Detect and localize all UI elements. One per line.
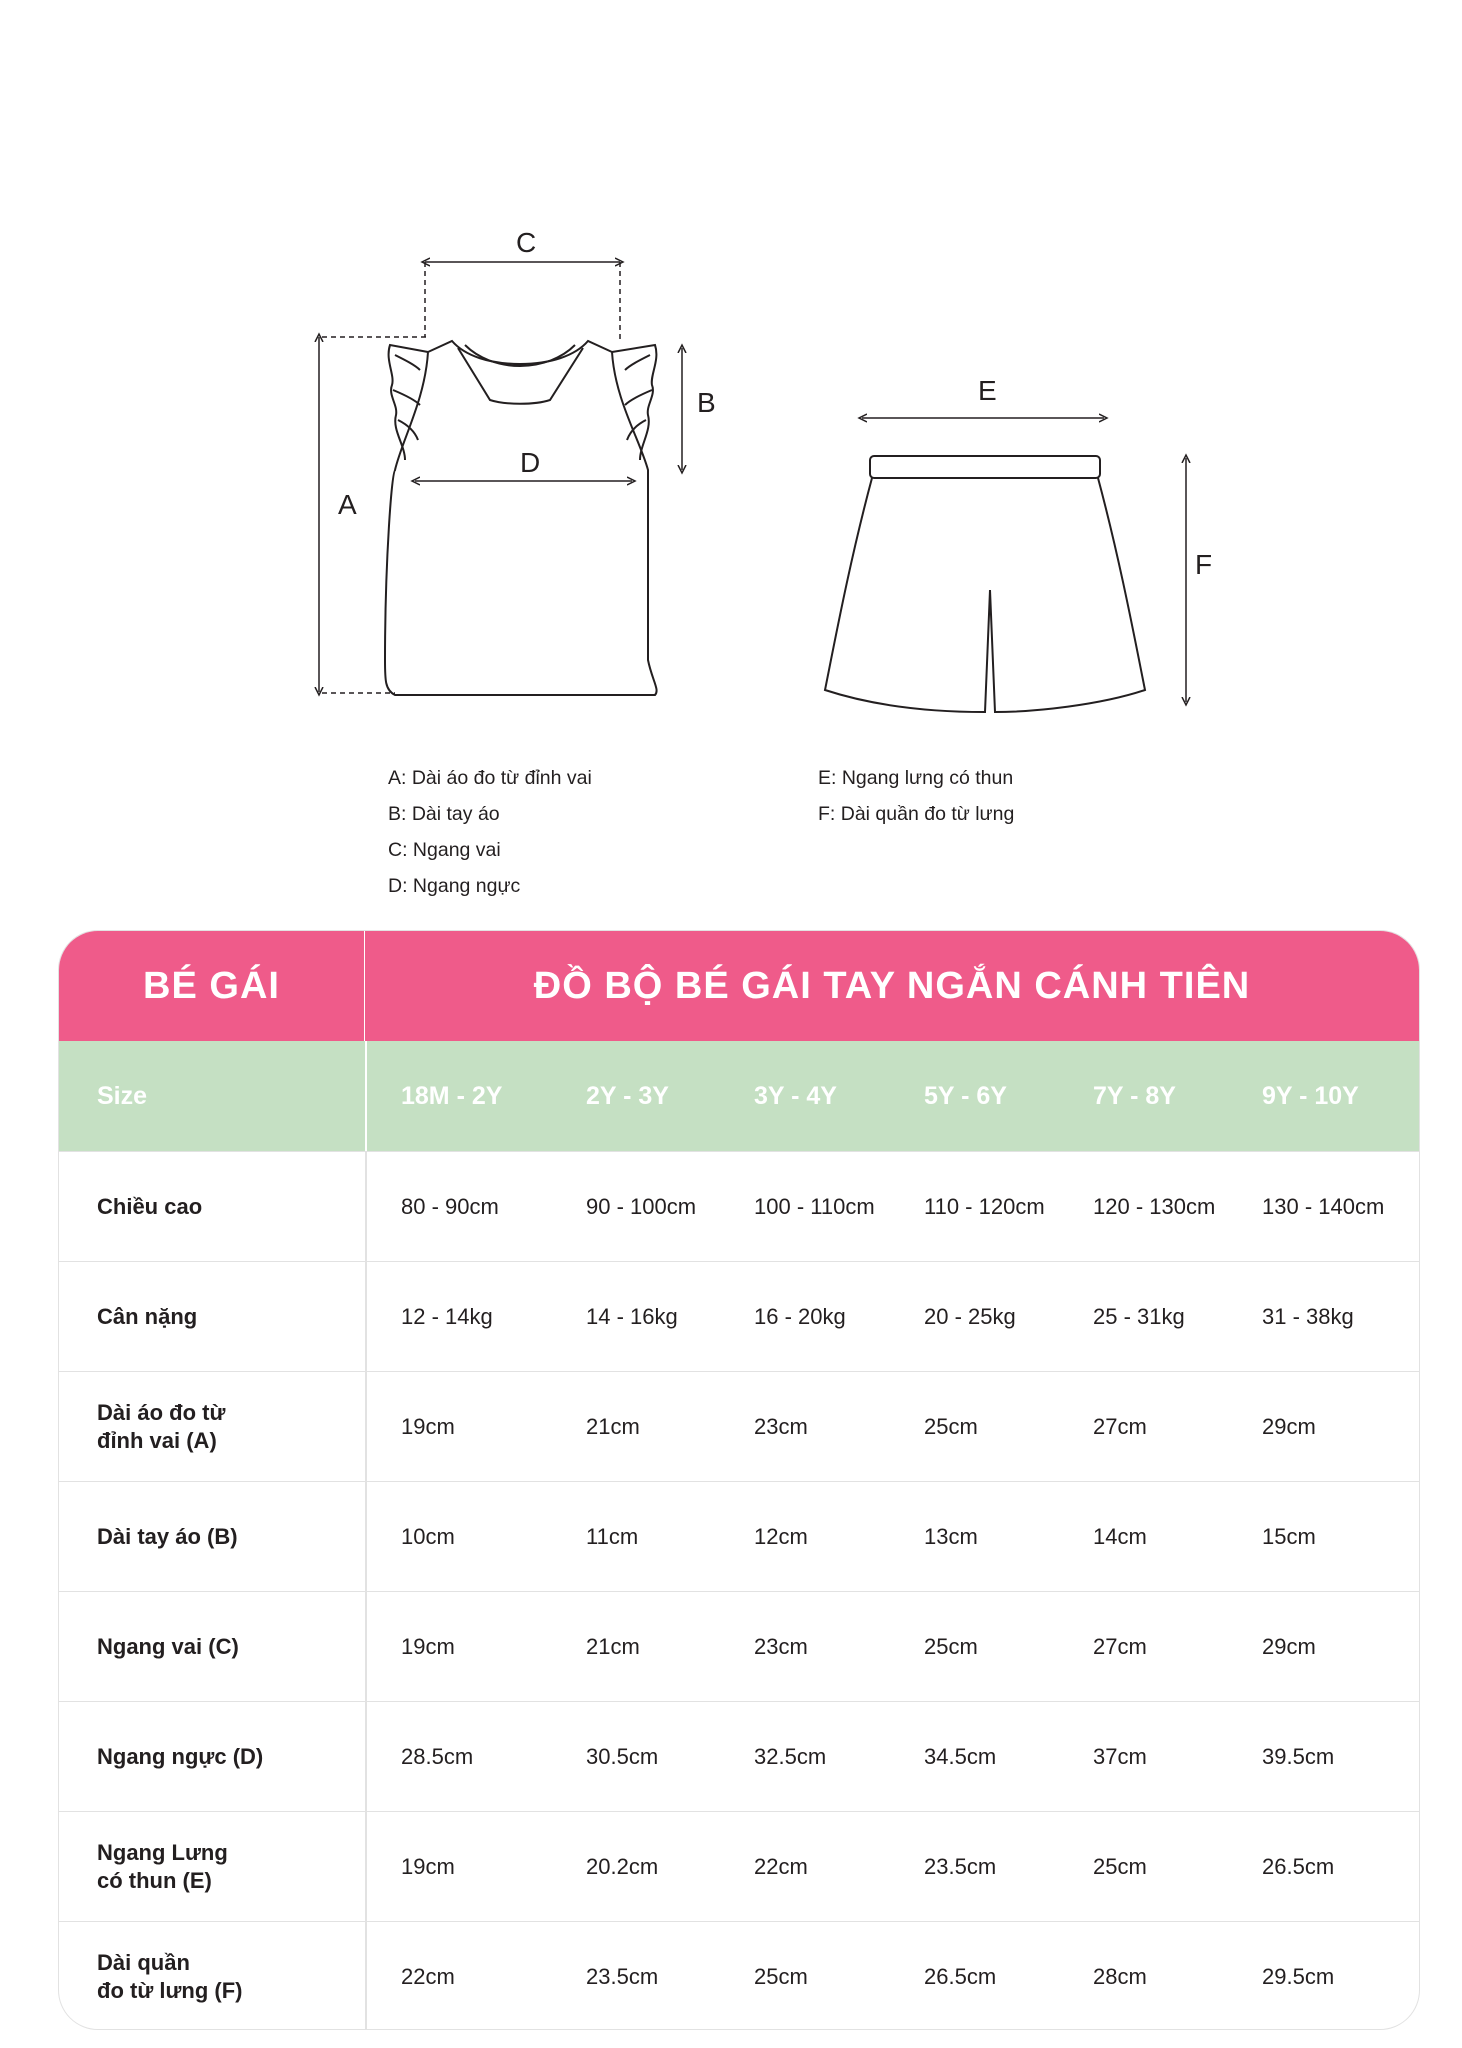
shorts-outline	[825, 456, 1145, 712]
table-row	[59, 1151, 1419, 1261]
table-cell: 14 - 16kg	[586, 1304, 678, 1329]
legend-item-b: B: Dài tay áo	[388, 803, 500, 825]
top-measure-lines	[319, 262, 682, 693]
table-cell: 23.5cm	[586, 1964, 659, 1989]
legend-item-d: D: Ngang ngực	[388, 875, 521, 897]
table-cell: 21cm	[586, 1634, 640, 1659]
row-label: Cân nặng	[97, 1304, 198, 1329]
table-row	[59, 1921, 1419, 2030]
size-label: Size	[97, 1081, 148, 1110]
table-row	[59, 1591, 1419, 1701]
table-cell: 27cm	[1093, 1414, 1147, 1439]
table-row	[59, 1701, 1419, 1811]
garment-illustration	[0, 0, 1462, 920]
table-cell: 20.2cm	[586, 1854, 659, 1879]
table-cell: 23.5cm	[924, 1854, 997, 1879]
table-cell: 32.5cm	[754, 1744, 827, 1769]
column-divider	[365, 1262, 367, 1372]
table-cell: 80 - 90cm	[401, 1194, 499, 1219]
table-row	[59, 1371, 1419, 1481]
table-cell: 19cm	[401, 1414, 455, 1439]
table-cell: 10cm	[401, 1524, 455, 1549]
table-cell: 11cm	[586, 1524, 639, 1549]
table-cell: 34.5cm	[924, 1744, 997, 1769]
legend-item-f: F: Dài quần đo từ lưng	[818, 803, 1015, 825]
column-divider	[365, 1922, 367, 2030]
table-cell: 25cm	[924, 1414, 978, 1439]
size-col-2: 2Y - 3Y	[586, 1081, 669, 1110]
legend-item-c: C: Ngang vai	[388, 839, 501, 861]
table-cell: 100 - 110cm	[754, 1194, 875, 1219]
row-label: Chiều cao	[97, 1194, 203, 1219]
category-title: BÉ GÁI	[143, 964, 280, 1007]
table-cell: 26.5cm	[924, 1964, 997, 1989]
table-cell: 23cm	[754, 1634, 808, 1659]
size-col-1: 18M - 2Y	[401, 1081, 503, 1110]
column-divider	[365, 1372, 367, 1482]
size-chart-table	[58, 930, 1420, 2030]
table-header	[59, 931, 1419, 1041]
table-cell: 39.5cm	[1262, 1744, 1335, 1769]
table-cell: 22cm	[754, 1854, 808, 1879]
table-cell: 25 - 31kg	[1093, 1304, 1185, 1329]
size-col-4: 5Y - 6Y	[924, 1081, 1007, 1110]
label-d: D	[520, 447, 541, 478]
size-col-3: 3Y - 4Y	[754, 1081, 837, 1110]
row-label: Ngang ngực (D)	[97, 1744, 264, 1769]
column-divider	[365, 1041, 367, 1151]
table-cell: 120 - 130cm	[1093, 1194, 1216, 1219]
table-cell: 90 - 100cm	[586, 1194, 697, 1219]
label-b: B	[697, 387, 716, 418]
table-cell: 22cm	[401, 1964, 455, 1989]
table-cell: 16 - 20kg	[754, 1304, 846, 1329]
table-cell: 29cm	[1262, 1414, 1316, 1439]
table-cell: 15cm	[1262, 1524, 1316, 1549]
label-a: A	[338, 489, 357, 520]
legend-item-e: E: Ngang lưng có thun	[818, 767, 1014, 789]
size-col-6: 9Y - 10Y	[1262, 1081, 1359, 1110]
column-divider	[365, 1592, 367, 1702]
label-e: E	[978, 375, 997, 406]
column-divider	[365, 1702, 367, 1812]
label-f: F	[1195, 549, 1213, 580]
table-cell: 25cm	[924, 1634, 978, 1659]
table-cell: 31 - 38kg	[1262, 1304, 1354, 1329]
table-cell: 19cm	[401, 1634, 455, 1659]
table-cell: 20 - 25kg	[924, 1304, 1016, 1329]
legend-top	[388, 760, 592, 904]
row-label: Dài tay áo (B)	[97, 1524, 238, 1549]
table-cell: 13cm	[924, 1524, 978, 1549]
row-label: Dài áo đo từ đỉnh vai (A)	[97, 1400, 226, 1453]
product-title: ĐỒ BỘ BÉ GÁI TAY NGẮN CÁNH TIÊN	[533, 964, 1251, 1007]
category-cell	[59, 931, 365, 1041]
table-cell: 29cm	[1262, 1634, 1316, 1659]
table-cell: 28.5cm	[401, 1744, 474, 1769]
table-cell: 12 - 14kg	[401, 1304, 493, 1329]
product-cell	[365, 931, 1419, 1041]
top-garment-outline	[385, 341, 657, 695]
table-cell: 30.5cm	[586, 1744, 659, 1769]
size-header-row	[59, 1041, 1419, 1151]
table-cell: 25cm	[1093, 1854, 1147, 1879]
table-cell: 29.5cm	[1262, 1964, 1335, 1989]
shorts-measure-lines	[862, 418, 1186, 702]
table-cell: 19cm	[401, 1854, 455, 1879]
table-cell: 23cm	[754, 1414, 808, 1439]
row-label: Ngang vai (C)	[97, 1634, 239, 1659]
table-cell: 37cm	[1093, 1744, 1147, 1769]
column-divider	[365, 1482, 367, 1592]
table-cell: 28cm	[1093, 1964, 1147, 1989]
table-row	[59, 1261, 1419, 1371]
legend-item-a: A: Dài áo đo từ đỉnh vai	[388, 767, 592, 789]
table-cell: 14cm	[1093, 1524, 1147, 1549]
table-cell: 25cm	[754, 1964, 808, 1989]
table-cell: 21cm	[586, 1414, 640, 1439]
row-label: Dài quần đo từ lưng (F)	[97, 1950, 243, 2003]
table-cell: 110 - 120cm	[924, 1194, 1045, 1219]
table-row	[59, 1481, 1419, 1591]
column-divider	[365, 1152, 367, 1262]
table-cell: 130 - 140cm	[1262, 1194, 1385, 1219]
size-col-5: 7Y - 8Y	[1093, 1081, 1176, 1110]
legend-shorts	[818, 760, 1014, 832]
table-cell: 12cm	[754, 1524, 808, 1549]
row-label: Ngang Lưng có thun (E)	[97, 1840, 228, 1893]
table-cell: 27cm	[1093, 1634, 1147, 1659]
garment-diagram	[0, 0, 1462, 920]
column-divider	[365, 1812, 367, 1922]
table-row	[59, 1811, 1419, 1921]
label-c: C	[516, 227, 537, 258]
table-cell: 26.5cm	[1262, 1854, 1335, 1879]
